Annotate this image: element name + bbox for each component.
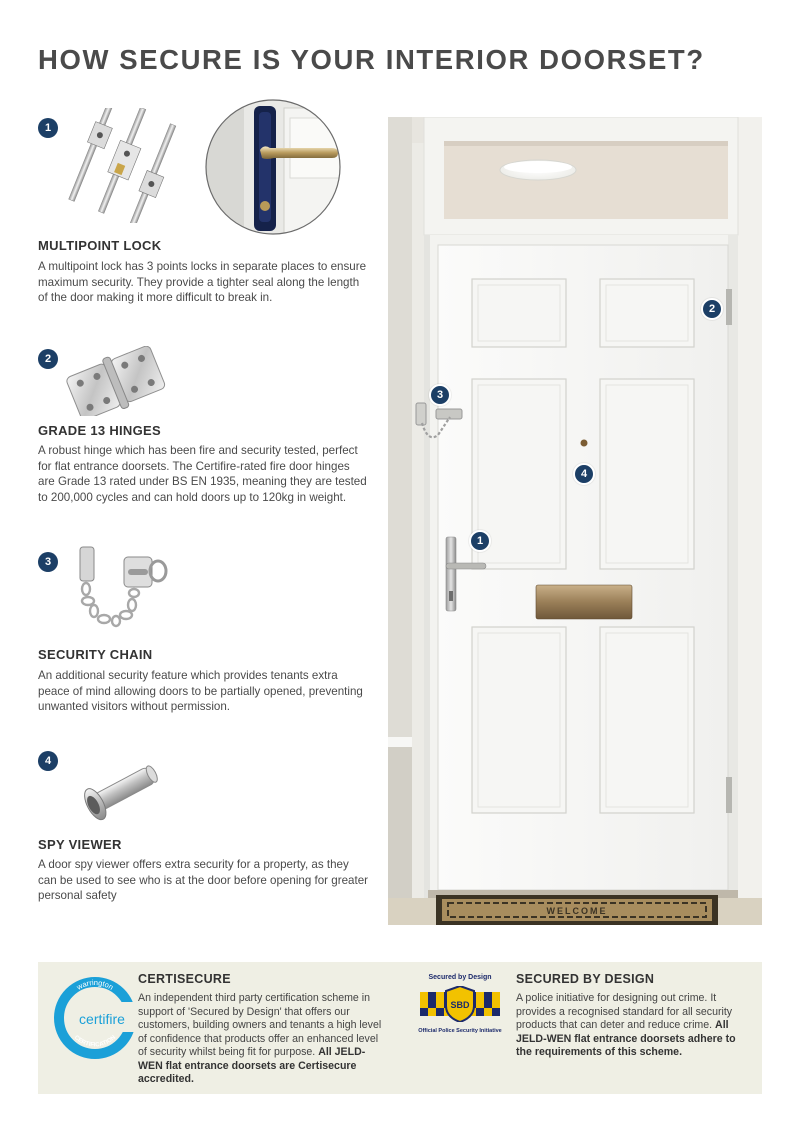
doormat-text: WELCOME — [546, 906, 608, 916]
secured-by-design-logo — [418, 974, 502, 1044]
feature-description: A door spy viewer offers extra security for a property, as they can be used to see who is at the door before opening for greater personal safety — [38, 858, 368, 903]
certisecure-statement: All JELD-WEN flat entrance doorsets are Certisecure accredited. — [138, 1046, 366, 1085]
feature-heading: MULTIPOINT LOCK — [38, 238, 162, 253]
secured-by-design-statement: All JELD-WEN flat entrance doorsets adhere to the requirements of this scheme. — [516, 1019, 736, 1058]
multipoint-lock-image — [66, 108, 196, 223]
certifire-logo — [52, 972, 138, 1064]
hinge-image — [60, 346, 170, 416]
page-title: HOW SECURE IS YOUR INTERIOR DOORSET? — [38, 44, 705, 75]
secured-by-design-description: A police initiative for designing out crime. It provides a recognised standard for all security products that can deter and reduce crime. All JELD-WEN flat entrance doorsets adhere to the requirements of this scheme. — [516, 992, 736, 1058]
certifire-logo-top-text: warrington — [75, 977, 116, 992]
door-marker-hinges: 2 — [701, 298, 723, 320]
certification-footer — [38, 962, 762, 1094]
spy-viewer-image — [70, 756, 170, 826]
door-marker-multipoint-lock: 1 — [469, 530, 491, 552]
sbd-badge-text: SBD — [450, 1000, 470, 1010]
feature-heading: GRADE 13 HINGES — [38, 423, 161, 438]
certisecure-description: An independent third party certification scheme in support of 'Secured by Design' that offers our customers, building owners and tenants a high level of confidence that products offer an enhanced level of security whilst being fit for purpose. All JELD-WEN flat entrance doorsets are Certisecure accredited. — [138, 992, 382, 1085]
feature-description: A robust hinge which has been fire and security tested, perfect for flat entrance doorsets. The Certifire-rated fire door hinges are Grade 13 rated under BS EN 1935, meaning they are tested to 200,000 cycles and can hold doors up to 120kg in weight. — [38, 444, 367, 504]
certifire-logo-bottom-text: CERTIFICATION — [72, 1034, 118, 1049]
door-marker-spy-viewer: 4 — [573, 463, 595, 485]
feature-number-badge: 1 — [38, 118, 58, 138]
feature-number-badge: 3 — [38, 552, 58, 572]
feature-description: A multipoint lock has 3 points locks in separate places to ensure maximum security. They provide a tighter seal along the length of the door making it more difficult to break in. — [38, 260, 367, 305]
secured-by-design-heading: SECURED BY DESIGN — [516, 972, 655, 986]
sbd-logo-bottom-text: Official Police Security Initiative — [418, 1028, 502, 1034]
door-handle-closeup-image — [204, 98, 342, 236]
certisecure-heading: CERTISECURE — [138, 972, 231, 986]
certifire-logo-text: certifire — [79, 1011, 125, 1027]
feature-number-badge: 2 — [38, 349, 58, 369]
sbd-logo-top-text: Secured by Design — [428, 974, 492, 981]
sbd-checkered-badge — [420, 986, 500, 1022]
feature-heading: SECURITY CHAIN — [38, 647, 153, 662]
feature-heading: SPY VIEWER — [38, 837, 122, 852]
doorset-photo — [388, 117, 762, 925]
doorset-illustration — [388, 117, 762, 925]
feature-description: An additional security feature which provides tenants extra peace of mind allowing doors to be partially opened, preventing unwanted visitors without permission. — [38, 669, 363, 714]
security-chain-image — [66, 543, 170, 635]
feature-number-badge: 4 — [38, 751, 58, 771]
door-marker-security-chain: 3 — [429, 384, 451, 406]
